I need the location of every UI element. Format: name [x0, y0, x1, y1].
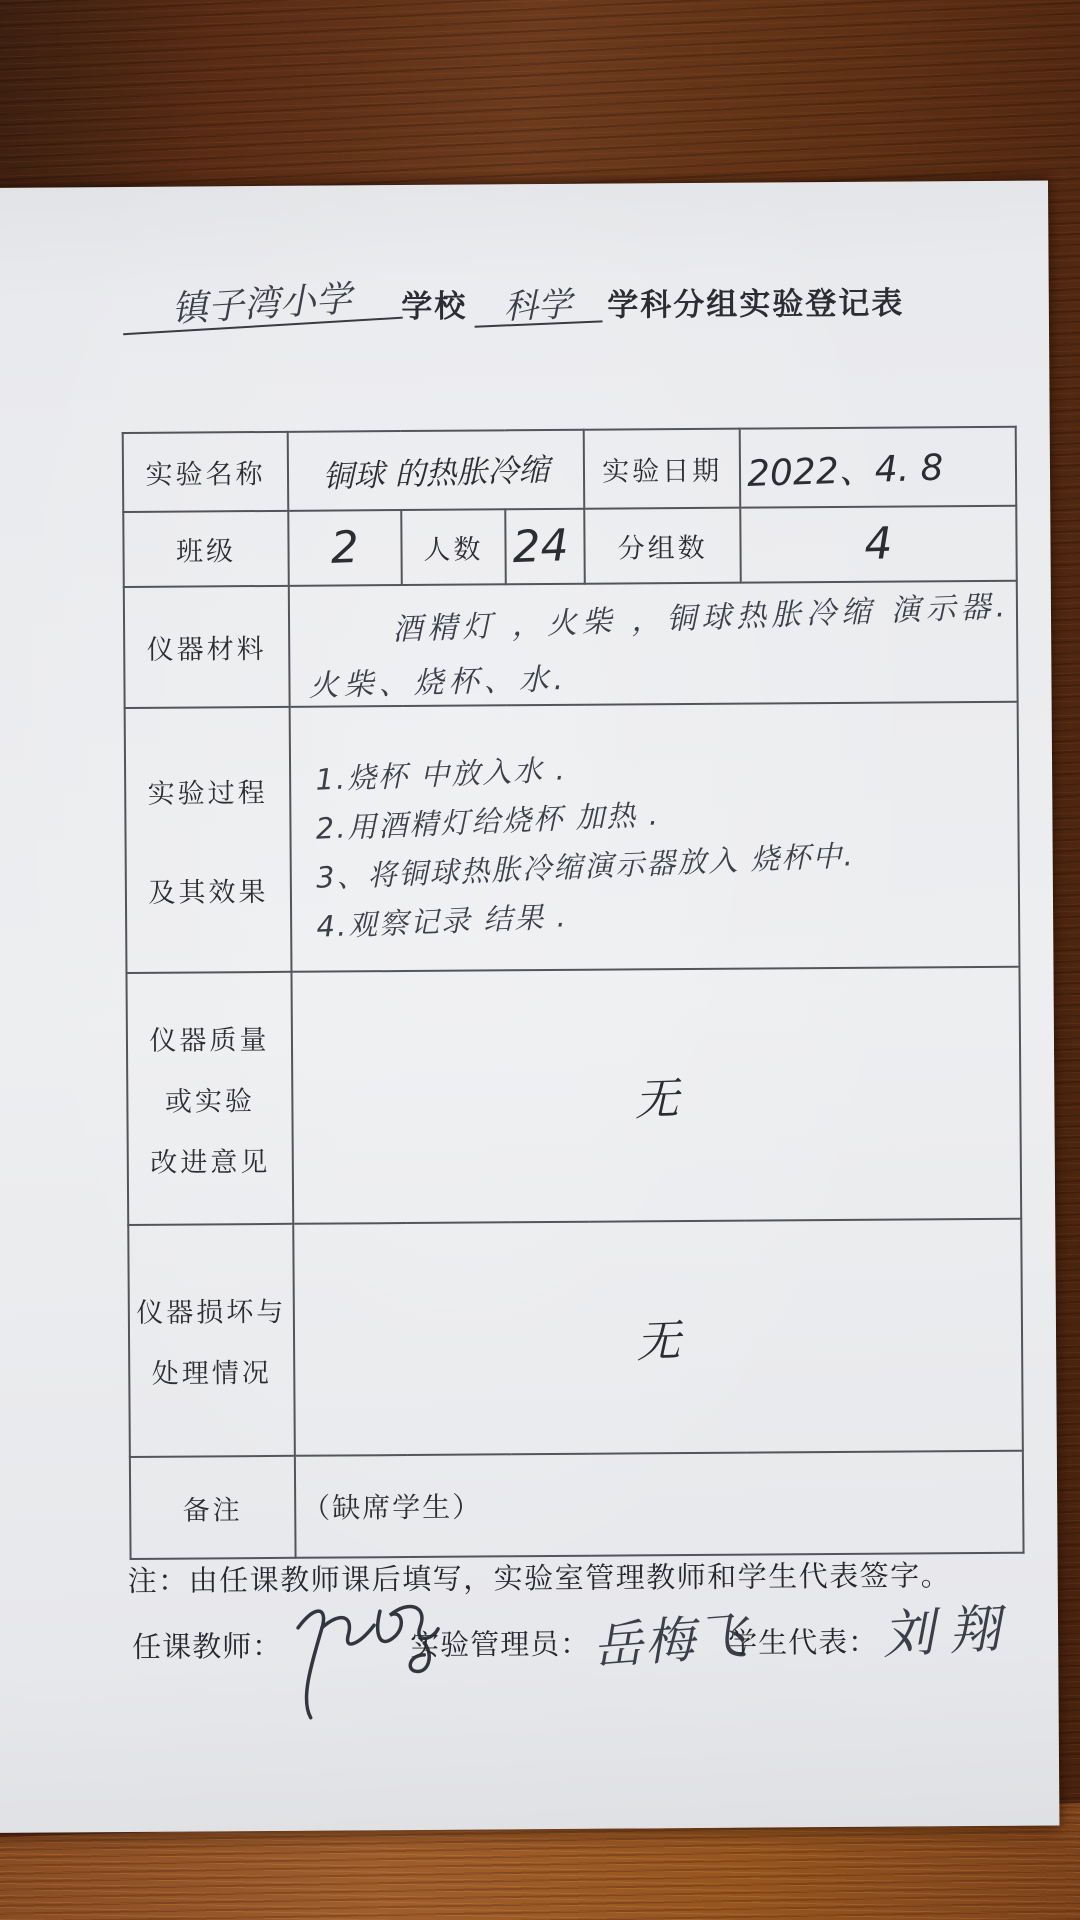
process-step-4: 4.观察记录 结果 .	[315, 898, 569, 944]
teacher-signature-label: 任课教师：	[132, 1630, 283, 1664]
student-count-value: 24	[504, 508, 585, 586]
student-signature: 刘翔	[880, 1598, 1017, 1667]
process-step-2: 2.用酒精灯给烧杯 加热 .	[315, 796, 661, 846]
manager-signature-label: 实验管理员：	[410, 1628, 591, 1663]
group-count-value: 4	[740, 502, 1018, 586]
student-signature-label: 学生代表：	[728, 1626, 879, 1660]
experiment-name-label: 实验名称	[123, 432, 289, 512]
materials-value	[289, 581, 1018, 707]
quality-label-line-1: 仪器质量	[149, 1024, 270, 1056]
process-step-3: 3、将铜球热胀冷缩演示器放入 烧杯中.	[315, 837, 856, 895]
quality-label	[126, 972, 293, 1225]
damage-label-line-1: 仪器损坏与	[136, 1296, 287, 1328]
process-label-line-1: 实验过程	[147, 777, 268, 809]
row-class-counts	[123, 506, 1017, 587]
student-count-label: 人数	[401, 509, 506, 585]
form-title	[0, 277, 1049, 329]
paper-sheet	[0, 181, 1059, 1833]
experiment-date-value: 2022、4. 8	[739, 423, 1017, 511]
process-label	[125, 707, 292, 973]
row-remarks	[130, 1451, 1024, 1559]
process-step-1: 1.烧杯 中放入水 .	[314, 751, 568, 797]
group-count-label: 分组数	[584, 508, 741, 584]
experiment-registration-table	[122, 426, 1025, 1560]
row-quality	[126, 967, 1021, 1225]
process-label-line-2: 及其效果	[148, 876, 269, 908]
materials-line-1: 酒精灯 ，火柴 ，铜球热胀冷缩 演示器.	[391, 588, 1011, 648]
remarks-label: 备注	[130, 1456, 296, 1559]
school-name-handwritten: 镇子湾小学	[120, 279, 402, 336]
materials-label: 仪器材料	[124, 586, 290, 708]
experiment-date-label: 实验日期	[584, 429, 741, 509]
footer-note: 注：由任课教师课后填写，实验室管理教师和学生代表签字。	[127, 1560, 952, 1598]
experiment-name-value: 铜球 的热胀冷缩	[287, 426, 585, 515]
row-experiment-name	[123, 427, 1017, 512]
remarks-value: （缺席学生）	[295, 1451, 1024, 1558]
subject-handwritten: 科学	[473, 286, 602, 327]
title-text: 学科分组实验登记表	[607, 285, 905, 323]
row-materials	[124, 581, 1018, 708]
damage-value: 无	[290, 1209, 1025, 1465]
damage-label	[128, 1224, 295, 1457]
row-process	[125, 702, 1020, 973]
quality-label-line-3: 改进意见	[150, 1146, 271, 1178]
quality-label-line-2: 或实验	[164, 1085, 255, 1117]
class-value: 2	[287, 509, 402, 588]
manager-signature: 岳梅飞	[590, 1606, 751, 1677]
class-label: 班级	[123, 511, 289, 587]
row-damage	[128, 1219, 1023, 1457]
damage-label-line-2: 处理情况	[151, 1357, 272, 1389]
materials-line-2: 火柴、烧杯、水.	[308, 661, 569, 704]
process-value	[290, 702, 1020, 972]
quality-value: 无	[288, 957, 1024, 1233]
title-school-suffix: 学校	[401, 288, 468, 325]
